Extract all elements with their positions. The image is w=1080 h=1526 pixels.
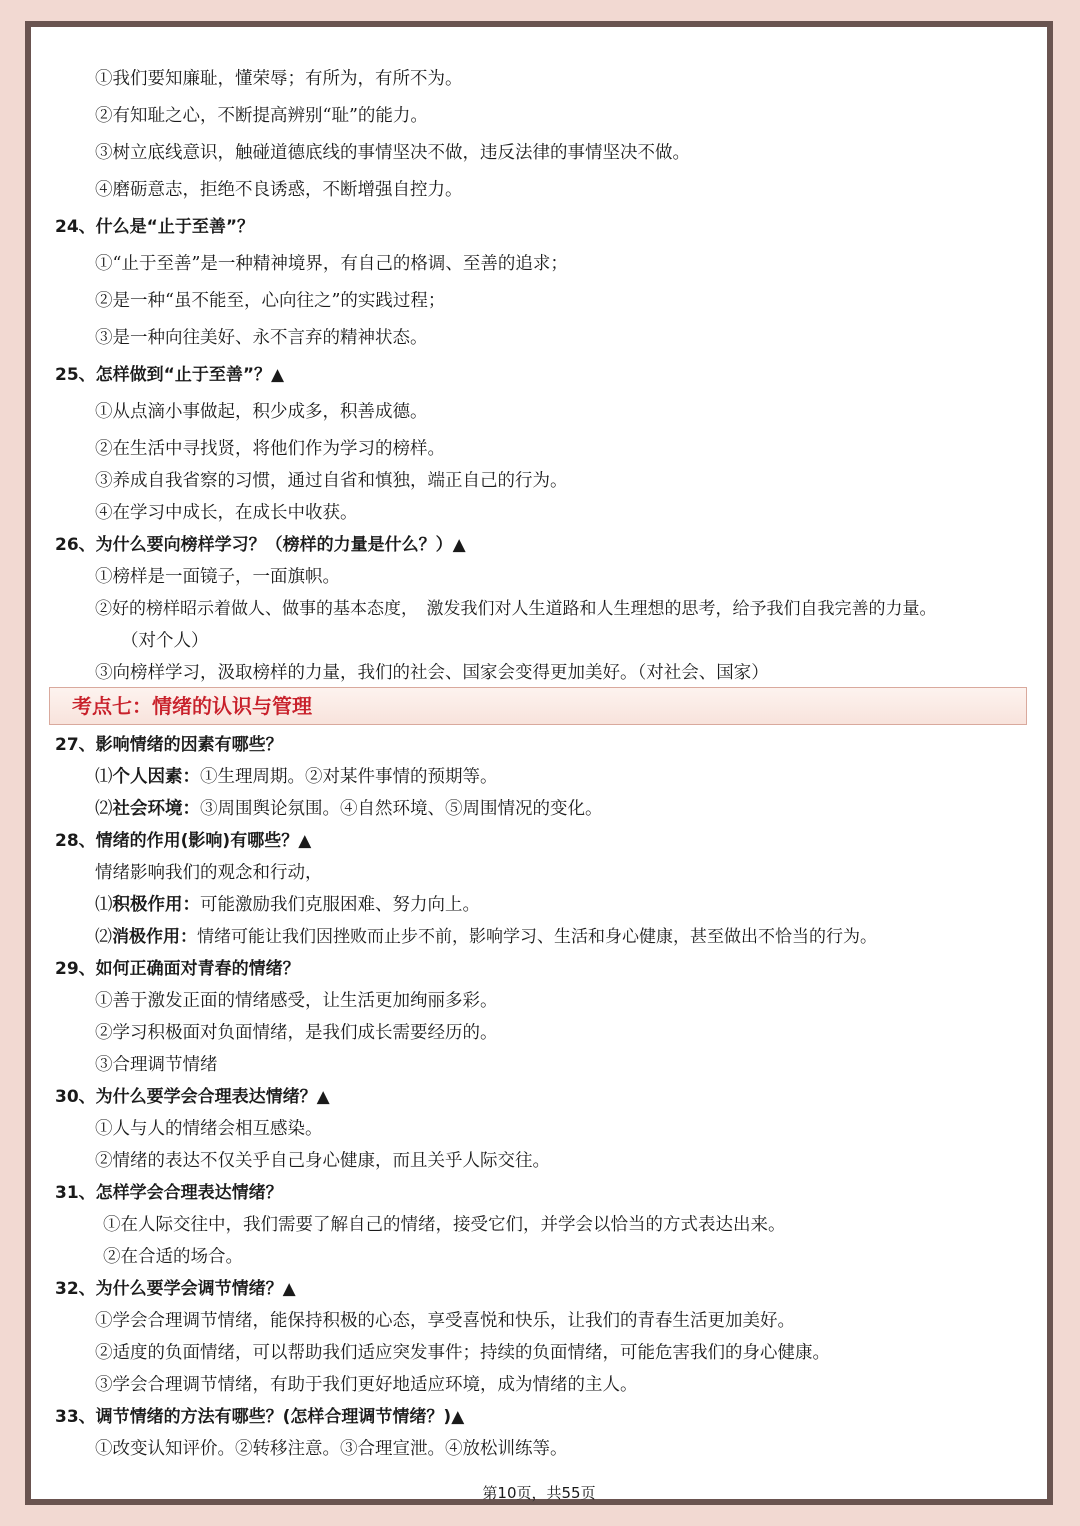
item-marker: ⑴	[95, 895, 113, 915]
item-label: 社会环境：	[112, 799, 200, 819]
item-marker: ⑵	[95, 927, 112, 947]
text-line: ①善于激发正面的情绪感受，让生活更加绚丽多彩。	[95, 991, 498, 1011]
item-text: ①生理周期。②对某件事情的预期等。	[200, 767, 498, 787]
item-text: ③周围舆论氛围。④自然环境、⑤周围情况的变化。	[200, 799, 603, 819]
text-line: ②在合适的场合。	[103, 1247, 243, 1267]
question-heading: 29、如何正确面对青春的情绪？	[55, 959, 300, 979]
text-line: ②在生活中寻找贤，将他们作为学习的榜样。	[95, 439, 445, 459]
text-line: ①我们要知廉耻，懂荣辱；有所为，有所不为。	[95, 69, 463, 89]
text-line: （对个人）	[121, 631, 209, 651]
text-line: ③养成自我省察的习惯，通过自省和慎独，端正自己的行为。	[95, 471, 568, 491]
document-content	[31, 27, 1047, 1502]
section-header	[49, 687, 1027, 725]
text-line: ③向榜样学习，汲取榜样的力量，我们的社会、国家会变得更加美好。（对社会、国家）	[95, 663, 769, 683]
item-text: 情绪可能让我们因挫败而止步不前，影响学习、生活和身心健康，甚至做出不恰当的行为。	[197, 927, 877, 947]
text-line: ①“止于至善”是一种精神境界，有自己的格调、至善的追求；	[95, 254, 568, 274]
text-line: ③是一种向往美好、永不言弃的精神状态。	[95, 328, 428, 348]
question-heading: 31、怎样学会合理表达情绪？	[55, 1183, 283, 1203]
question-heading: 33、调节情绪的方法有哪些？(怎样合理调节情绪？)▲	[55, 1407, 465, 1427]
text-line: ①人与人的情绪会相互感染。	[95, 1119, 323, 1139]
text-line: ③合理调节情绪	[95, 1055, 218, 1075]
text-line: ③学会合理调节情绪，有助于我们更好地适应环境，成为情绪的主人。	[95, 1375, 638, 1395]
text-line	[95, 925, 877, 949]
item-text: 可能激励我们克服困难、努力向上。	[200, 895, 480, 915]
question-heading: 27、影响情绪的因素有哪些？	[55, 735, 283, 755]
item-label: 消极作用：	[112, 927, 197, 947]
text-line	[95, 765, 498, 789]
text-line	[95, 893, 480, 917]
text-line: ①从点滴小事做起，积少成多，积善成德。	[95, 402, 428, 422]
question-heading: 26、为什么要向榜样学习？（榜样的力量是什么？）▲	[55, 535, 466, 555]
text-line: ④在学习中成长，在成长中收获。	[95, 503, 358, 523]
text-line: ③树立底线意识，触碰道德底线的事情坚决不做，违反法律的事情坚决不做。	[95, 143, 690, 163]
text-line: ①在人际交往中，我们需要了解自己的情绪，接受它们，并学会以恰当的方式表达出来。	[103, 1215, 786, 1235]
text-line: ②适度的负面情绪，可以帮助我们适应突发事件；持续的负面情绪，可能危害我们的身心健康。	[95, 1343, 830, 1363]
text-line: ②学习积极面对负面情绪，是我们成长需要经历的。	[95, 1023, 498, 1043]
text-line: ①学会合理调节情绪，能保持积极的心态，享受喜悦和快乐，让我们的青春生活更加美好。	[95, 1311, 795, 1331]
item-label: 个人因素：	[112, 767, 200, 787]
question-heading: 25、怎样做到“止于至善”？▲	[55, 365, 285, 385]
text-line: ②有知耻之心，不断提高辨别“耻”的能力。	[95, 106, 428, 126]
text-line: ②是一种“虽不能至，心向往之”的实践过程；	[95, 291, 446, 311]
question-heading: 28、情绪的作用(影响)有哪些？▲	[55, 831, 312, 851]
question-heading: 24、什么是“止于至善”？	[55, 217, 255, 237]
question-heading: 32、为什么要学会调节情绪？▲	[55, 1279, 296, 1299]
page-background	[12, 12, 1068, 1514]
question-heading: 30、为什么要学会合理表达情绪？▲	[55, 1087, 330, 1107]
item-label: 积极作用：	[112, 895, 200, 915]
page-number-footer: 第10页，共55页	[482, 1484, 596, 1502]
text-line: ④磨砺意志，拒绝不良诱惑，不断增强自控力。	[95, 180, 463, 200]
text-line: ②情绪的表达不仅关乎自己身心健康，而且关乎人际交往。	[95, 1151, 550, 1171]
text-line: ①改变认知评价。②转移注意。③合理宣泄。④放松训练等。	[95, 1439, 568, 1459]
item-marker: ⑵	[95, 799, 113, 819]
text-line: 情绪影响我们的观念和行动，	[95, 863, 323, 883]
text-line: ②好的榜样昭示着做人、做事的基本态度， 激发我们对人生道路和人生理想的思考，给予我们自我完善的力量。	[95, 599, 937, 619]
text-line	[95, 797, 603, 821]
document-frame	[25, 21, 1053, 1505]
section-title: 考点七：情绪的认识与管理	[72, 694, 312, 718]
item-marker: ⑴	[95, 767, 113, 787]
text-line: ①榜样是一面镜子，一面旗帜。	[95, 567, 340, 587]
